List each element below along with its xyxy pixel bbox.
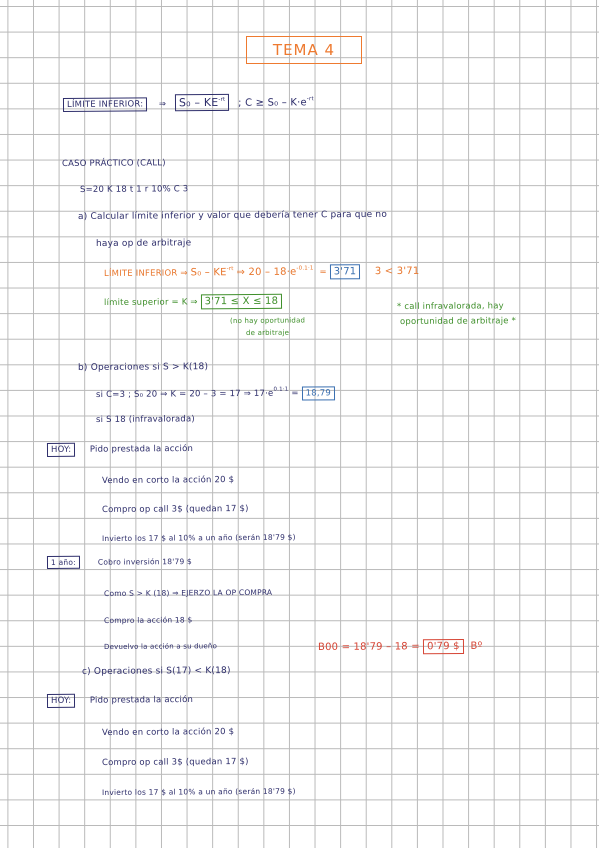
caso-heading: CASO PRÁCTICO (CALL) xyxy=(61,158,166,169)
b-ano-2: Como S > K (18) ⇒ EJERZO LA OP COMPRA xyxy=(103,587,273,598)
caso-a-line1: a) Calcular límite inferior y valor que debería tener C para que no xyxy=(77,209,388,222)
b-hoy-4: Invierto los 17 $ al 10% a un año (serán 18'79 $) xyxy=(101,532,296,543)
b-line1 xyxy=(96,387,335,399)
green-note-1: (no hay oportunidad xyxy=(229,316,306,325)
caso-a-line2: haya op de arbitraje xyxy=(95,238,192,249)
limite-condition: ; C ≥ S₀ – K·e xyxy=(238,97,307,109)
b-hoy-1: Pido prestada la acción xyxy=(89,443,194,455)
b-line1-text: si C=3 ; S₀ 20 ⇒ K = 20 – 3 = 17 ⇒ 17·e xyxy=(95,388,274,400)
green-label: límite superior = K ⇒ xyxy=(103,297,198,308)
b-line2: si S 18 (infravalorada) xyxy=(95,414,195,425)
limite-condition-exp: -rt xyxy=(306,96,314,103)
b-ano-1: Cobro inversión 18'79 $ xyxy=(97,556,193,567)
orange-calc: S₀ – KE xyxy=(190,267,227,279)
c-hoy-row xyxy=(47,696,193,706)
c-hoy-2: Vendo en corto la acción 20 $ xyxy=(101,727,235,738)
limite-label: LÍMITE INFERIOR: xyxy=(63,97,147,112)
b-ano-3: Compro la acción 18 $ xyxy=(103,615,193,625)
limite-arrow: ⇒ xyxy=(158,99,167,110)
limite-formula-box xyxy=(175,94,230,111)
orange-calc2: ⇒ 20 – 18·e xyxy=(236,266,297,279)
c-hoy-4: Invierto los 17 $ al 10% a un año (serán 18'79 $) xyxy=(101,786,296,797)
benefit-tag: Bº xyxy=(470,640,483,652)
b-ano-4: Devuelvo la acción a su dueño xyxy=(103,642,218,651)
b-ano-tag: 1 año: xyxy=(47,556,80,569)
c-heading: c) Operaciones si S(17) < K(18) xyxy=(81,665,231,677)
green-note-2: de arbitraje xyxy=(245,328,290,337)
benefit-row xyxy=(318,642,483,653)
b-hoy-tag: HOY: xyxy=(47,443,75,457)
orange-compare: 3 < 3'71 xyxy=(374,265,420,278)
b-line1-result: 18,79 xyxy=(302,386,335,400)
b-line1-exp: 0.1·1 xyxy=(273,386,289,393)
orange-calc-exp: -rt xyxy=(226,266,234,273)
c-hoy-3: Compro op call 3$ (quedan 17 $) xyxy=(101,756,249,768)
orange-calc-line xyxy=(104,266,419,279)
caso-data: S=20 K 18 t 1 r 10% C 3 xyxy=(79,184,189,195)
orange-label: LÍMITE INFERIOR ⇒ xyxy=(103,268,188,279)
limite-formula-exp: -rt xyxy=(218,96,226,103)
limite-row xyxy=(63,96,314,110)
b-hoy-row xyxy=(47,445,193,455)
b-heading: b) Operaciones si S > K(18) xyxy=(77,362,209,373)
c-hoy-tag: HOY: xyxy=(47,694,75,708)
orange-result: 3'71 xyxy=(330,264,361,279)
orange-calc2-exp: -0.1·1 xyxy=(296,265,314,272)
green-right-1: * call infravalorada, hay xyxy=(396,301,504,312)
b-ano-row xyxy=(47,558,192,567)
b-hoy-3: Compro op call 3$ (quedan 17 $) xyxy=(101,503,249,515)
orange-eq: = xyxy=(319,267,327,278)
c-hoy-1: Pido prestada la acción xyxy=(89,694,194,706)
green-calc-line xyxy=(104,297,282,308)
benefit-label: B00 = 18'79 – 18 = xyxy=(317,641,420,653)
green-right-2: oportunidad de arbitraje * xyxy=(399,316,517,327)
limite-formula: S₀ – KE xyxy=(178,95,219,110)
b-line1-eq: = xyxy=(291,388,299,399)
b-hoy-2: Vendo en corto la acción 20 $ xyxy=(101,475,235,486)
benefit-value: 0'79 $ xyxy=(423,639,464,654)
green-box: 3'71 ≤ X ≤ 18 xyxy=(201,294,283,310)
page-title: TEMA 4 xyxy=(246,36,362,64)
